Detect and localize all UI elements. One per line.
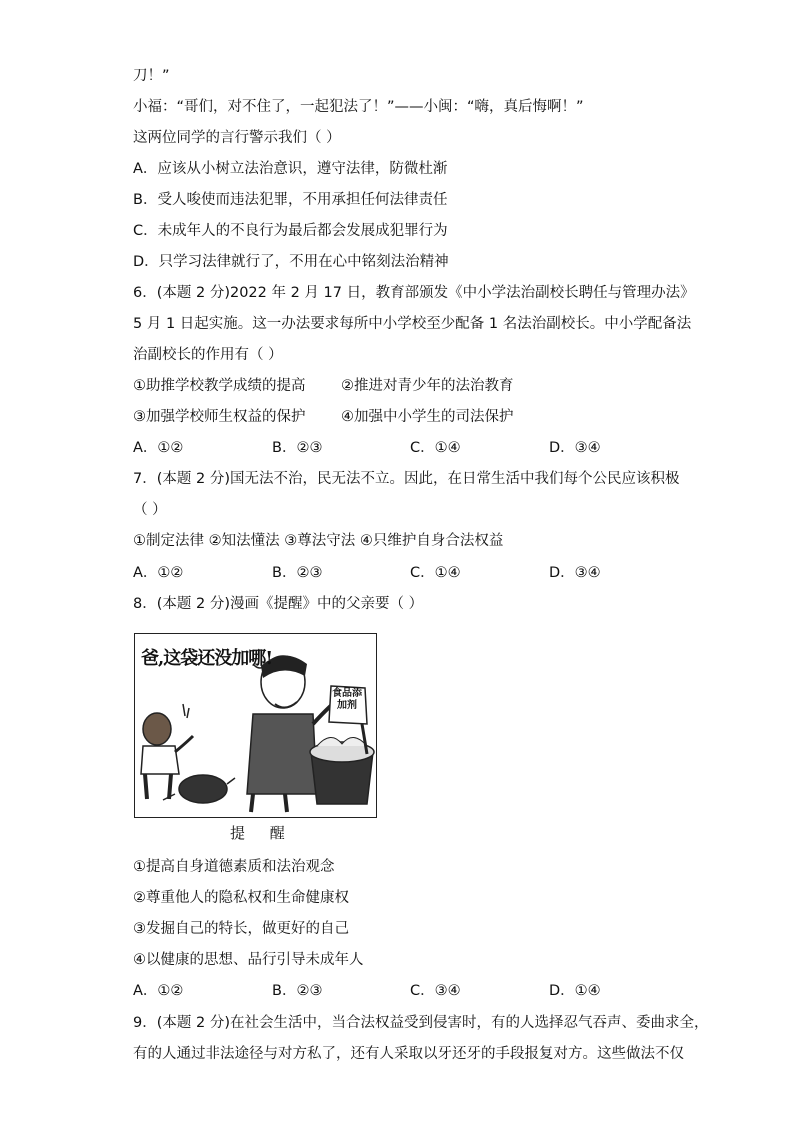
q8-option-a: A．①② [133, 983, 184, 999]
q7-option-d: D．③④ [549, 565, 601, 581]
statement: ②尊重他人的隐私权和生命健康权 [133, 890, 349, 906]
q7-option-b: B．②③ [272, 565, 323, 581]
option-a: A．应该从小树立法治意识，遵守法律，防微杜渐 [133, 161, 448, 177]
question-8-text: 8．(本题 2 分)漫画《提醒》中的父亲要（ ） [133, 596, 424, 612]
question-6-text: 6．(本题 2 分)2022 年 2 月 17 日，教育部颁发《中小学法治副校长聘任与管理办法》 [133, 285, 695, 301]
option-c: C．未成年人的不良行为最后都会发展成犯罪行为 [133, 223, 448, 239]
q8-option-b: B．②③ [272, 983, 323, 999]
statement: ④以健康的思想、品行引导未成年人 [133, 952, 364, 968]
question-9-text: 9．(本题 2 分)在社会生活中，当合法权益受到侵害时，有的人选择忍气吞声、委曲求全， [133, 1015, 709, 1031]
cartoon-caption: 提 醒 [230, 824, 295, 842]
text-line: 刀！” [133, 68, 170, 84]
statement: ③发掘自己的特长，做更好的自己 [133, 921, 349, 937]
question-6-text: 5 月 1 日起实施。这一办法要求每所中小学校至少配备 1 名法治副校长。中小学配备法 [133, 316, 692, 332]
cartoon-image [134, 633, 377, 818]
q7-option-c: C．①④ [410, 565, 461, 581]
question-7-text: （ ） [133, 502, 167, 518]
speech-text: 爸,这袋还没加哪! [141, 648, 273, 669]
q7-option-a: A．①② [133, 565, 184, 581]
statement: ①助推学校教学成绩的提高 [133, 378, 306, 394]
question-7-text: 7．(本题 2 分)国无法不治，民无法不立。因此，在日常生活中我们每个公民应该积极 [133, 471, 680, 487]
option-b: B．受人唆使而违法犯罪，不用承担任何法律责任 [133, 192, 448, 208]
q8-option-c: C．③④ [410, 983, 461, 999]
text-line: 小福：“哥们，对不住了，一起犯法了！”——小闽：“嗨，真后悔啊！” [133, 99, 584, 115]
option-d: D．只学习法律就行了，不用在心中铭刻法治精神 [133, 254, 449, 270]
statement: ④加强中小学生的司法保护 [341, 409, 514, 425]
text-line: 这两位同学的言行警示我们（ ） [133, 130, 341, 146]
statement: ①制定法律 ②知法懂法 ③尊法守法 ④只维护自身合法权益 [133, 533, 504, 549]
sack-label: 食品添加剂 [332, 688, 362, 711]
statement: ②推进对青少年的法治教育 [341, 378, 514, 394]
question-6-text: 治副校长的作用有（ ） [133, 347, 283, 363]
q6-option-c: C．①④ [410, 440, 461, 456]
q8-option-d: D．①④ [549, 983, 601, 999]
q6-option-b: B．②③ [272, 440, 323, 456]
q6-option-d: D．③④ [549, 440, 601, 456]
statement: ③加强学校师生权益的保护 [133, 409, 306, 425]
q6-option-a: A．①② [133, 440, 184, 456]
statement: ①提高自身道德素质和法治观念 [133, 859, 335, 875]
question-9-text: 有的人通过非法途径与对方私了，还有人采取以牙还牙的手段报复对方。这些做法不仅 [133, 1046, 684, 1062]
